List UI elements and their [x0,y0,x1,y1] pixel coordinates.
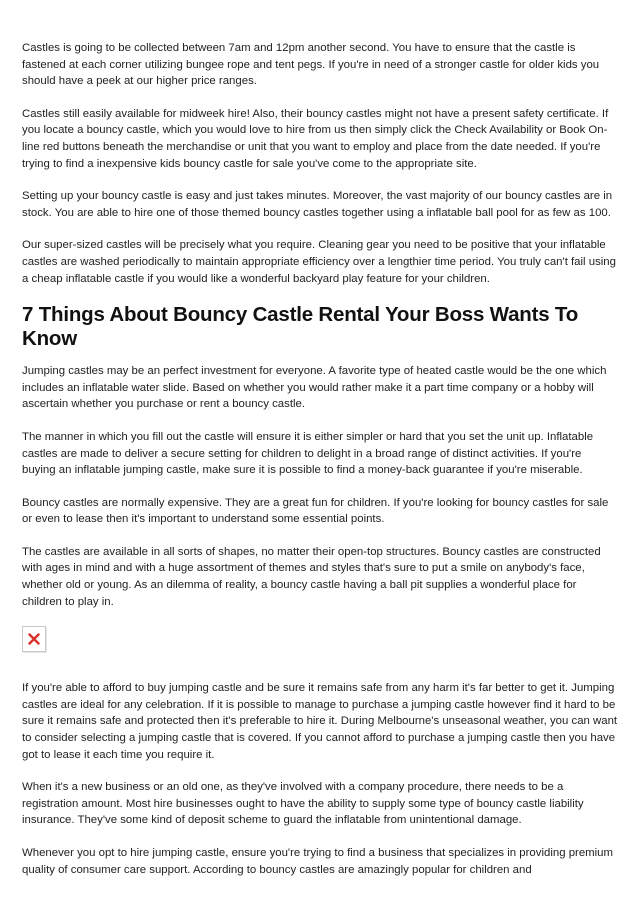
article [22,40,618,894]
paragraph: Castles is going to be collected between 7am and 12pm another second. You have to ensure that the castle is fastened at each corner utilizing bungee rope and tent pegs. If you're in need of a stronger castle for older kids you should have a peek at our higher price ranges. [22,42,600,88]
paragraph: If you're able to afford to buy jumping castle and be sure it remains safe from any harm it's far better to get it. Jumping castles are ideal for any celebration. If it is possible to manage to purchase a jumping castle however find it hard to be sure it remains safe and protected then it's preferable to hire it. During Melbourne's unseasonal weather, you can want to consider selecting a jumping castle that is covered. If you cannot afford to purchase a jumping castle then you have got to lease it each time you require it. [22,682,618,761]
paragraph: Bouncy castles are normally expensive. They are a great fun for children. If you're looking for bouncy castles for sale or even to lease then it's important to understand some essential points. [22,496,609,526]
close-x-glyph [28,633,40,645]
section-heading: 7 Things About Bouncy Castle Rental Your Boss Wants To Know [22,303,579,351]
paragraph: Castles still easily available for midweek hire! Also, their bouncy castles might not have a present safety certificate. If you locate a bouncy castle, which you would love to hire from us then simply click the Check Availability or Book On-line red buttons beneath the merchandise or unit that you want to employ and place from the date needed. If you're trying to find a inexpensive kids bouncy castle for sale you've come to the appropriate site. [22,107,609,170]
paragraph: Our super-sized castles will be precisely what you require. Cleaning gear you need to be positive that your inflatable castles are washed periodically to maintain appropriate efficiency over a lengthier time period. You truly can't fail using a cheap inflatable castle if you would like a wonderful backyard play feature for your children. [22,239,616,285]
paragraph: The manner in which you fill out the castle will ensure it is either simpler or hard that you set the unit up. Inflatable castles are made to deliver a secure setting for children to delight in a broad range of distinct activities. If you're buying an inflatable jumping castle, make sure it is possible to find a money-back guarantee if you're miserable. [22,430,594,477]
paragraph: The castles are available in all sorts of shapes, no matter their open-top structures. Bouncy castles are constructed with ages in mind and with a huge assortment of themes and styles that's sure to put a smile on anybody's face, whether old or young. As an dilemma of reality, a bouncy castle having a ball pit supplies a wonderful place for children to play in. [22,545,601,608]
paragraph: Jumping castles may be an perfect investment for everyone. A favorite type of heated castle would be the one which includes an inflatable water slide. Based on whether you would rather make it a part time company or a hobby will ascertain whether you purchase or rent a bouncy castle. [22,365,607,411]
paragraph: Setting up your bouncy castle is easy and just takes minutes. Moreover, the vast majority of our bouncy castles are in stock. You are able to hire one of those themed bouncy castles together using a inflatable ball pool for as few as 100. [22,190,613,219]
broken-image-icon [22,626,46,652]
paragraph: When it's a new business or an old one, as they've involved with a company procedure, there needs to be a registration amount. Most hire businesses ought to have the ability to supply some type of bouncy castle liability insurance. They've some kind of deposit scheme to guard the inflatable from unintentional damage. [22,781,584,827]
paragraph: Whenever you opt to hire jumping castle, ensure you're trying to find a business that specializes in providing premium quality of consumer care support. According to bouncy castles are amazingly popular for children and [22,847,613,876]
